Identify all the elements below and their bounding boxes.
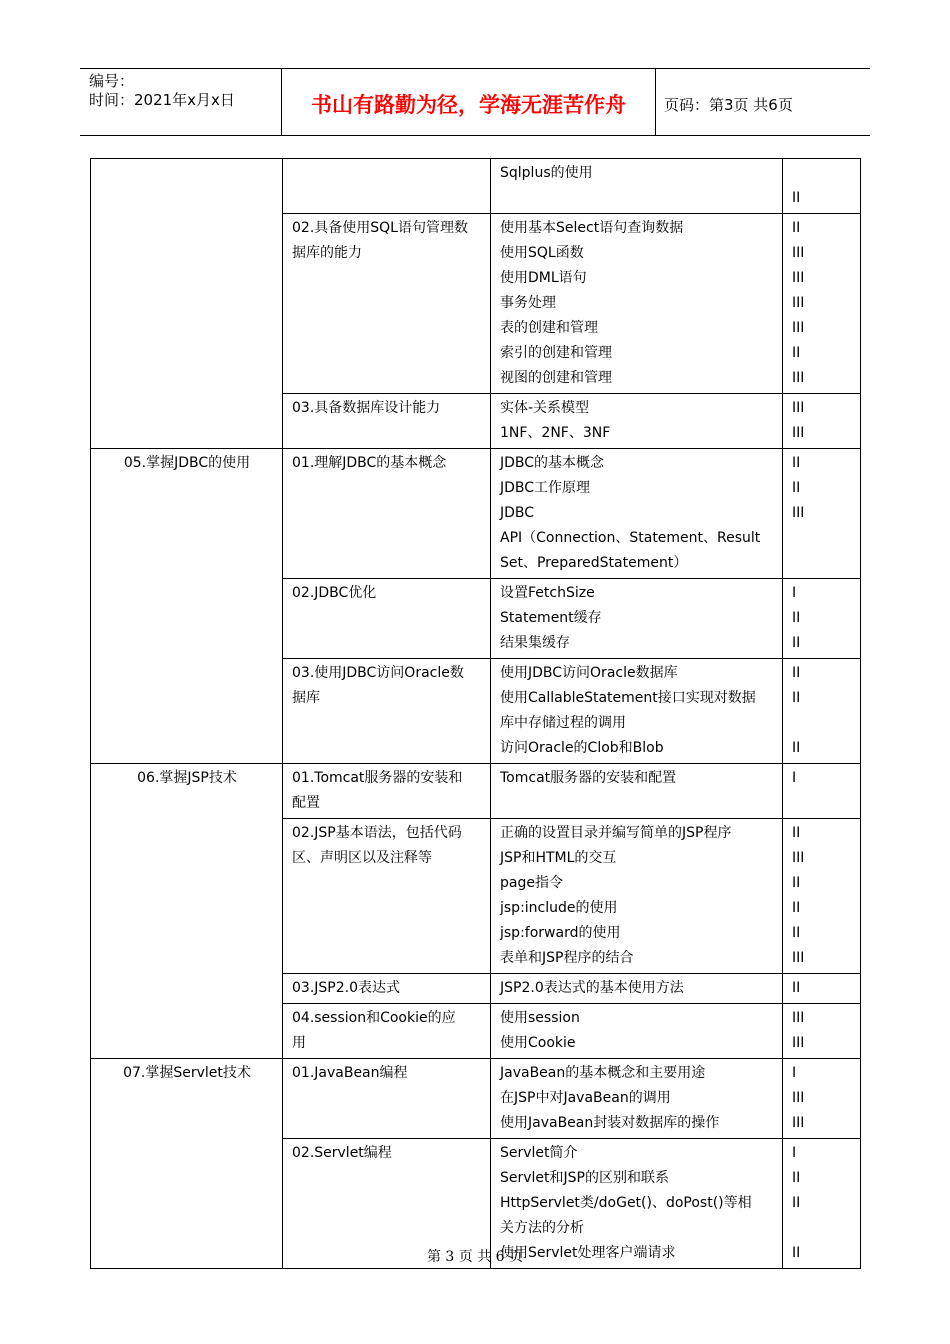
topic-cell xyxy=(283,159,491,214)
content-line: 使用SQL函数 xyxy=(500,245,584,261)
level-cell xyxy=(783,819,861,974)
level-value: III xyxy=(792,320,805,336)
content-line: API（Connection、Statement、Result xyxy=(500,530,761,546)
content-line: 表单和JSP程序的结合 xyxy=(500,950,634,966)
content-cell xyxy=(491,1004,783,1059)
topic-line xyxy=(292,161,482,186)
level-value xyxy=(792,1216,852,1241)
content-line: 使用DML语句 xyxy=(500,270,587,286)
level-value: I xyxy=(792,1145,797,1161)
level-value: III xyxy=(792,1090,805,1106)
topic-line: 据库 xyxy=(292,690,320,706)
level-value: III xyxy=(792,850,805,866)
level-value: III xyxy=(792,400,805,416)
content-line: Set、PreparedStatement） xyxy=(500,555,688,571)
content-line: 1NF、2NF、3NF xyxy=(500,425,611,441)
content-line: 使用Cookie xyxy=(500,1035,576,1051)
content-line: Sqlplus的使用 xyxy=(500,165,593,181)
table-row xyxy=(91,1059,861,1139)
topic-cell xyxy=(283,819,491,974)
module-cell xyxy=(91,764,283,1059)
topic-line: 02.具备使用SQL语句管理数 xyxy=(292,220,468,236)
level-value: II xyxy=(792,480,801,496)
document-code-label: 编号： xyxy=(89,72,135,90)
content-cell xyxy=(491,394,783,449)
table-row xyxy=(91,764,861,819)
topic-line: 02.JSP基本语法，包括代码 xyxy=(292,825,462,841)
content-line: 实体-关系模型 xyxy=(500,400,590,416)
level-value: II xyxy=(792,1195,801,1211)
level-value xyxy=(792,526,852,551)
content-line: 使用基本Select语句查询数据 xyxy=(500,220,684,236)
level-value: II xyxy=(792,925,801,941)
page-footer: 第 3 页 共 6 页 xyxy=(426,1249,524,1265)
content-cell xyxy=(491,974,783,1004)
content-line: JavaBean的基本概念和主要用途 xyxy=(500,1065,706,1081)
level-cell xyxy=(783,659,861,764)
header-meta xyxy=(80,69,282,135)
topic-line: 配置 xyxy=(292,795,320,811)
content-line: 使用Servlet处理客户端请求 xyxy=(500,1245,676,1261)
topic-cell xyxy=(283,764,491,819)
level-value: II xyxy=(792,740,801,756)
level-cell xyxy=(783,764,861,819)
level-value: III xyxy=(792,1115,805,1131)
topic-line: 据库的能力 xyxy=(292,245,362,261)
level-value: II xyxy=(792,1245,801,1261)
content-cell xyxy=(491,819,783,974)
curriculum-table xyxy=(90,158,861,1269)
level-value: III xyxy=(792,270,805,286)
module-title: 07.掌握Servlet技术 xyxy=(123,1065,251,1081)
level-value xyxy=(792,161,852,186)
module-title xyxy=(100,161,274,186)
module-cell xyxy=(91,1059,283,1269)
level-value: II xyxy=(792,345,801,361)
level-cell xyxy=(783,1004,861,1059)
level-cell xyxy=(783,449,861,579)
level-value: II xyxy=(792,980,801,996)
topic-cell xyxy=(283,394,491,449)
topic-line: 02.Servlet编程 xyxy=(292,1145,392,1161)
level-value: II xyxy=(792,665,801,681)
level-cell xyxy=(783,394,861,449)
topic-cell xyxy=(283,659,491,764)
level-value: II xyxy=(792,190,801,206)
level-value: II xyxy=(792,900,801,916)
topic-line: 03.JSP2.0表达式 xyxy=(292,980,400,996)
topic-line: 03.使用JDBC访问Oracle数 xyxy=(292,665,464,681)
level-value: II xyxy=(792,455,801,471)
content-line: JDBC的基本概念 xyxy=(500,455,605,471)
content-line: Servlet简介 xyxy=(500,1145,578,1161)
level-value: III xyxy=(792,505,805,521)
module-cell xyxy=(91,449,283,764)
content-line: JDBC xyxy=(500,505,535,521)
level-value: III xyxy=(792,1010,805,1026)
content-cell xyxy=(491,214,783,394)
topic-line: 03.具备数据库设计能力 xyxy=(292,400,441,416)
topic-line: 用 xyxy=(292,1035,306,1051)
level-value: I xyxy=(792,585,797,601)
content-line: 使用session xyxy=(500,1010,580,1026)
level-value: III xyxy=(792,1035,805,1051)
level-value: II xyxy=(792,635,801,651)
level-value xyxy=(792,711,852,736)
topic-line: 01.理解JDBC的基本概念 xyxy=(292,455,447,471)
content-line: 使用CallableStatement接口实现对数据 xyxy=(500,690,756,706)
content-line: 设置FetchSize xyxy=(500,585,595,601)
level-value: III xyxy=(792,950,805,966)
level-value: I xyxy=(792,770,797,786)
level-value: III xyxy=(792,295,805,311)
level-value: II xyxy=(792,1170,801,1186)
topic-cell xyxy=(283,214,491,394)
content-line: 视图的创建和管理 xyxy=(500,370,612,386)
content-line: 访问Oracle的Clob和Blob xyxy=(500,740,664,756)
content-line: page指令 xyxy=(500,875,563,891)
level-value: III xyxy=(792,245,805,261)
level-cell xyxy=(783,579,861,659)
content-line: 索引的创建和管理 xyxy=(500,345,612,361)
topic-cell xyxy=(283,1004,491,1059)
content-line: HttpServlet类/doGet()、doPost()等相 xyxy=(500,1195,752,1211)
level-cell xyxy=(783,159,861,214)
topic-cell xyxy=(283,1059,491,1139)
level-cell xyxy=(783,214,861,394)
content-line: Statement缓存 xyxy=(500,610,602,626)
content-line: 使用JDBC访问Oracle数据库 xyxy=(500,665,678,681)
content-line: jsp:include的使用 xyxy=(500,900,618,916)
content-line: 库中存储过程的调用 xyxy=(500,715,626,731)
content-cell xyxy=(491,579,783,659)
content-line xyxy=(500,791,774,816)
topic-line: 01.Tomcat服务器的安装和 xyxy=(292,770,463,786)
topic-line: 02.JDBC优化 xyxy=(292,585,377,601)
content-line: 正确的设置目录并编写简单的JSP程序 xyxy=(500,825,732,841)
content-cell xyxy=(491,1059,783,1139)
topic-cell xyxy=(283,579,491,659)
topic-cell xyxy=(283,974,491,1004)
content-cell xyxy=(491,764,783,819)
topic-cell xyxy=(283,449,491,579)
level-value: III xyxy=(792,425,805,441)
topic-line: 区、声明区以及注释等 xyxy=(292,850,432,866)
page-header xyxy=(80,68,870,136)
content-cell xyxy=(491,449,783,579)
content-line: 关方法的分析 xyxy=(500,1220,584,1236)
content-line: JSP2.0表达式的基本使用方法 xyxy=(500,980,684,996)
topic-line: 01.JavaBean编程 xyxy=(292,1065,408,1081)
level-value: II xyxy=(792,690,801,706)
content-line: JDBC工作原理 xyxy=(500,480,591,496)
content-line: Servlet和JSP的区别和联系 xyxy=(500,1170,669,1186)
level-value: II xyxy=(792,220,801,236)
content-cell xyxy=(491,159,783,214)
module-title: 05.掌握JDBC的使用 xyxy=(123,455,251,471)
header-page-number: 页码：第3页 共6页 xyxy=(664,95,793,114)
level-value: II xyxy=(792,610,801,626)
module-title: 06.掌握JSP技术 xyxy=(137,770,237,786)
content-cell xyxy=(491,659,783,764)
topic-line: 04.session和Cookie的应 xyxy=(292,1010,456,1026)
header-motto: 书山有路勤为径，学海无涯苦作舟 xyxy=(282,69,656,135)
level-value: II xyxy=(792,825,801,841)
level-value xyxy=(792,791,852,816)
level-value: II xyxy=(792,875,801,891)
level-value: III xyxy=(792,370,805,386)
content-line: 事务处理 xyxy=(500,295,556,311)
content-line: jsp:forward的使用 xyxy=(500,925,621,941)
content-line: 结果集缓存 xyxy=(500,635,570,651)
content-line: JSP和HTML的交互 xyxy=(500,850,617,866)
content-line: 表的创建和管理 xyxy=(500,320,598,336)
level-value xyxy=(792,551,852,576)
content-line xyxy=(500,186,774,211)
table-row xyxy=(91,449,861,579)
content-line: 在JSP中对JavaBean的调用 xyxy=(500,1090,671,1106)
module-cell xyxy=(91,159,283,449)
content-line: 使用JavaBean封装对数据库的操作 xyxy=(500,1115,720,1131)
level-cell xyxy=(783,974,861,1004)
document-time-label: 时间：2021年x月x日 xyxy=(89,91,235,109)
level-cell xyxy=(783,1059,861,1139)
table-row xyxy=(91,159,861,214)
level-value: I xyxy=(792,1065,797,1081)
content-line: Tomcat服务器的安装和配置 xyxy=(500,770,677,786)
